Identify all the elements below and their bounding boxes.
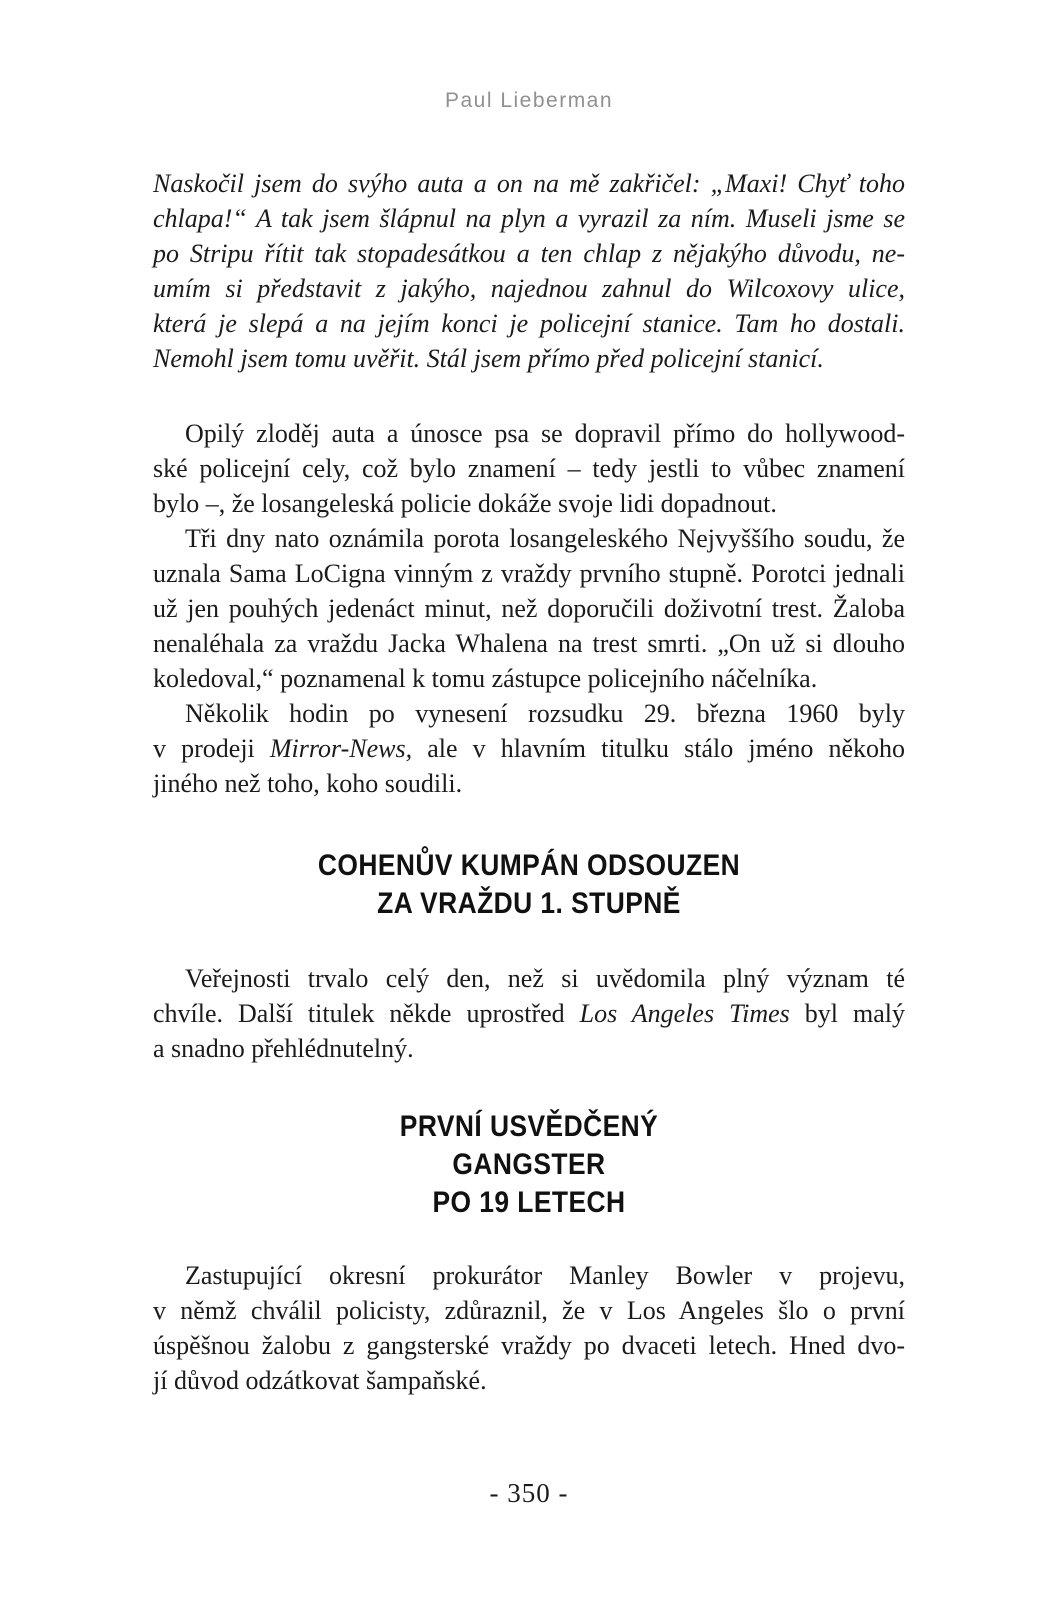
text-line: Veřejnosti trvalo celý den, než si uvědomila plný význam té xyxy=(185,964,905,993)
text-line: nenaléhala za vraždu Jacka Whalena na trest smrti. „On už si dlouho xyxy=(153,629,905,658)
text-line: v němž chválil policisty, zdůraznil, že v Los Angeles šlo o první xyxy=(153,1296,905,1325)
quote-line: umím si představit z jakýho, najednou zahnul do Wilcoxovy ulice, xyxy=(153,274,905,303)
headline-line: PO 19 LETECH xyxy=(432,1186,626,1219)
paragraph-1 xyxy=(153,416,905,521)
text-line: bylo –, že losangeleská policie dokáže svoje lidi dopadnout. xyxy=(153,489,777,518)
paragraph-5 xyxy=(153,1258,905,1398)
text-line xyxy=(153,731,905,766)
text-line: Tři dny nato oznámila porota losangeleského Nejvyššího soudu, že xyxy=(185,524,905,553)
text-line: Zastupující okresní prokurátor Manley Bowler v projevu, xyxy=(185,1261,905,1290)
quote-line: Naskočil jsem do svýho auta a on na mě zakřičel: „Maxi! Chyť toho xyxy=(153,169,905,198)
paragraph-2 xyxy=(153,521,905,696)
headline-line: COHENŮV KUMPÁN ODSOUZEN xyxy=(317,849,741,882)
page-number: - 350 - xyxy=(489,1478,569,1508)
newspaper-title: Mirror-News, xyxy=(269,734,413,763)
text-segment: ale v hlavním titulku stálo jméno někoho xyxy=(412,734,905,763)
text-line: úspěšnou žalobu z gangsterské vraždy po dvaceti letech. Hned dvo- xyxy=(153,1331,905,1360)
text-line: uznala Sama LoCigna vinným z vraždy prvního stupně. Porotci jednali xyxy=(153,559,905,588)
headline-line: GANGSTER xyxy=(452,1148,606,1181)
text-line: ské policejní cely, což bylo znamení – tedy jestli to vůbec znamení xyxy=(153,454,905,483)
text-line: Opilý zloděj auta a únosce psa se dopravil přímo do hollywood- xyxy=(185,419,905,448)
newspaper-headline-1 xyxy=(153,847,905,923)
text-line: koledoval,“ poznamenal k tomu zástupce policejního náčelníka. xyxy=(153,664,818,693)
paragraph-3 xyxy=(153,696,905,801)
text-line xyxy=(153,996,905,1031)
running-header-author: Paul Lieberman xyxy=(444,89,614,112)
text-line: Několik hodin po vynesení rozsudku 29. března 1960 byly xyxy=(185,699,905,728)
text-segment: v prodeji xyxy=(153,734,270,763)
block-quote xyxy=(153,166,905,376)
quote-line: po Stripu řítit tak stopadesátkou a ten chlap z nějakýho důvodu, ne- xyxy=(153,239,905,268)
quote-line: Nemohl jsem tomu uvěřit. Stál jsem přímo před policejní stanicí. xyxy=(153,344,824,373)
headline-line: PRVNÍ USVĚDČENÝ xyxy=(399,1110,659,1143)
text-segment: chvíle. Další titulek někde uprostřed xyxy=(153,999,580,1028)
quote-line: chlapa!“ A tak jsem šlápnul na plyn a vyrazil za ním. Museli jsme se xyxy=(153,204,905,233)
newspaper-headline-2 xyxy=(153,1108,905,1222)
newspaper-title: Los Angeles Times xyxy=(579,999,790,1028)
paragraph-4 xyxy=(153,961,905,1066)
text-line: jiného než toho, koho soudili. xyxy=(153,769,463,798)
headline-line: ZA VRAŽDU 1. STUPNĚ xyxy=(377,887,681,920)
body-text xyxy=(153,416,905,801)
text-line: a snadno přehlédnutelný. xyxy=(153,1034,414,1063)
text-line: už jen pouhých jedenáct minut, než doporučili doživotní trest. Žaloba xyxy=(153,594,905,623)
text-segment: byl malý xyxy=(789,999,905,1028)
text-line: jí důvod odzátkovat šampaňské. xyxy=(153,1366,487,1395)
quote-line: která je slepá a na jejím konci je policejní stanice. Tam ho dostali. xyxy=(153,309,905,338)
